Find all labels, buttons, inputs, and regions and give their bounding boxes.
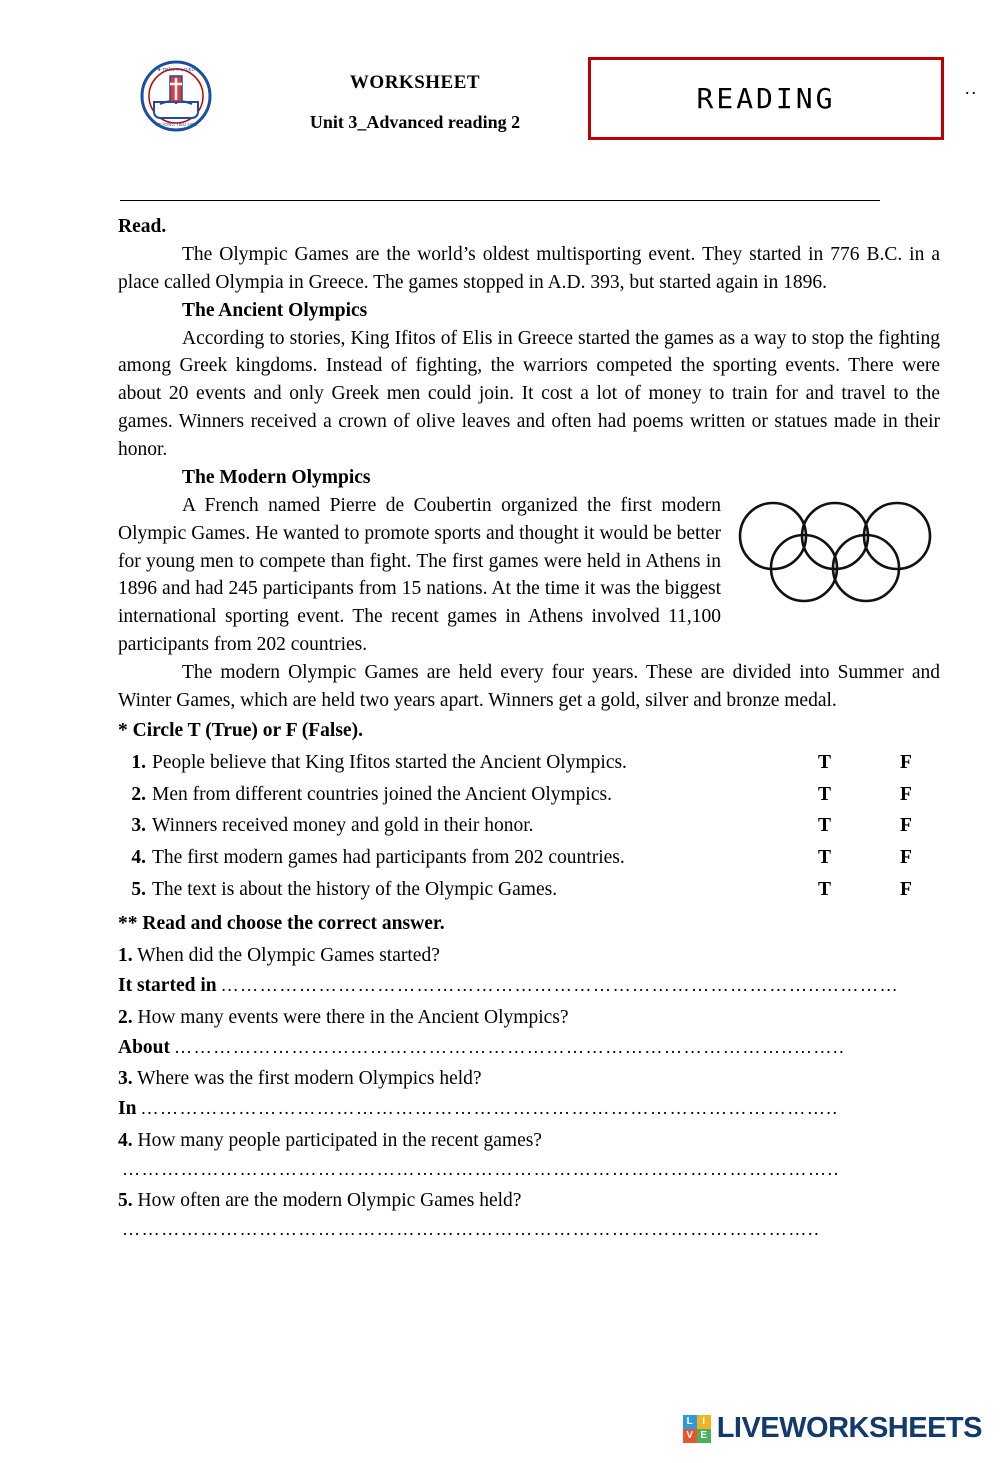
tf-item-4	[118, 844, 940, 872]
read-label: Read.	[118, 216, 167, 237]
true-false-heading: * Circle T (True) or F (False).	[118, 719, 363, 741]
tf-number: 5.	[131, 879, 146, 901]
question-number: 5.	[118, 1189, 133, 1211]
answer-lead: About	[118, 1036, 171, 1058]
worksheet-page	[0, 50, 1000, 1463]
worksheet-body	[118, 213, 940, 1242]
answer-blank[interactable]: ………………………………………………………………………………………………..	[122, 1159, 840, 1179]
question-number: 1.	[118, 944, 133, 966]
header-right-dots: ..	[965, 78, 978, 98]
tf-true-option[interactable]: T	[818, 783, 832, 805]
questions-heading: ** Read and choose the correct answer.	[118, 913, 445, 934]
tf-false-option[interactable]: F	[900, 751, 912, 773]
answer-line-4[interactable]	[118, 1157, 940, 1183]
section-title-box	[588, 57, 944, 140]
answer-line-5[interactable]	[118, 1217, 940, 1243]
question-text: Where was the first modern Olympics held?	[137, 1068, 482, 1090]
worksheet-unit-label: Unit 3_Advanced reading 2	[309, 112, 521, 132]
svg-text:TRƯỜNG TIỂU HỌC: TRƯỜNG TIỂU HỌC	[154, 122, 198, 127]
brand-letter-e: E	[697, 1429, 711, 1443]
tf-number: 4.	[131, 847, 146, 869]
closing-paragraph: The modern Olympic Games are held every four years. These are divided into Summer and Winter Games, which are held two years apart. Winners get a gold, silver and bronze medal.	[118, 662, 940, 711]
tf-number: 1.	[131, 751, 146, 773]
reading-intro-paragraph: The Olympic Games are the world’s oldest multisporting event. They started in 776 B.C. in a place called Olympia in Greece. The games stopped in A.D. 393, but started again in 1896.	[118, 243, 940, 293]
answer-line-3[interactable]	[118, 1095, 940, 1123]
liveworksheets-logo-icon	[683, 1415, 711, 1443]
tf-true-option[interactable]: T	[818, 815, 832, 837]
tf-false-option[interactable]: F	[900, 847, 912, 869]
question-number: 2.	[118, 1006, 133, 1028]
tf-statement: People believe that King Ifitos started the Ancient Olympics.	[152, 751, 627, 773]
question-2	[118, 1004, 940, 1032]
question-text: How often are the modern Olympic Games held?	[137, 1189, 522, 1211]
modern-olympics-block	[118, 492, 940, 659]
question-4	[118, 1127, 940, 1155]
tf-statement: Winners received money and gold in their honor.	[152, 815, 534, 837]
tf-statement: The first modern games had participants from 202 countries.	[152, 847, 625, 869]
modern-olympics-paragraph: A French named Pierre de Coubertin organized the first modern Olympic Games. He wanted to promote sports and thought it would be better for young men to compete than fight. The first games were held in Athens in 1896 and had 245 participants from 15 nations. At the time it was the biggest international sporting event. The recent games in Athens involved 11,100 participants from 202 countries.	[118, 494, 721, 656]
question-text: How many people participated in the recent games?	[137, 1130, 542, 1152]
svg-text:★ TRẦN THỊ DIỆU: ★ TRẦN THỊ DIỆU	[157, 67, 195, 72]
tf-item-2	[118, 781, 940, 809]
brand-letter-v: V	[683, 1429, 697, 1443]
answer-blank[interactable]: ……………………………………………………………………………………………..	[140, 1098, 839, 1119]
tf-false-option[interactable]: F	[900, 879, 912, 901]
liveworksheets-brand[interactable]	[683, 1412, 982, 1445]
section-title: READING	[696, 82, 836, 115]
tf-false-option[interactable]: F	[900, 815, 912, 837]
question-text: How many events were there in the Ancient Olympics?	[137, 1006, 569, 1028]
ancient-olympics-heading: The Ancient Olympics	[182, 299, 368, 321]
header-divider	[120, 200, 880, 201]
tf-item-5	[118, 876, 940, 904]
tf-number: 3.	[131, 815, 146, 837]
tf-statement: Men from different countries joined the Ancient Olympics.	[152, 783, 612, 805]
tf-number: 2.	[131, 783, 146, 805]
ancient-olympics-paragraph: According to stories, King Ifitos of Elis in Greece started the games as a way to stop the fighting among Greek kingdoms. Instead of fighting, the warriors competed the sporting events. There were about 20 events and only Greek men could join. It cost a lot of money to train for and travel to the games. Winners received a crown of olive leaves and often had poems written or statues made in their honor.	[118, 327, 940, 460]
answer-line-2[interactable]	[118, 1034, 940, 1062]
answer-lead: In	[118, 1098, 137, 1120]
worksheet-title: WORKSHEET	[349, 72, 481, 93]
tf-statement: The text is about the history of the Olympic Games.	[152, 879, 558, 901]
brand-name: LIVEWORKSHEETS	[716, 1412, 982, 1444]
olympic-rings-icon	[735, 496, 940, 608]
page-header	[60, 50, 978, 150]
tf-item-3	[118, 812, 940, 840]
answer-lead: It started in	[118, 974, 217, 996]
answer-line-1[interactable]	[118, 972, 940, 1000]
tf-true-option[interactable]: T	[818, 751, 832, 773]
question-number: 4.	[118, 1130, 133, 1152]
answer-blank[interactable]: …………………………………………………………………………………..……..	[174, 1036, 846, 1057]
answer-blank[interactable]: ………………………………………………………………………………..…………	[220, 974, 900, 995]
tf-true-option[interactable]: T	[818, 879, 832, 901]
question-number: 3.	[118, 1068, 133, 1090]
school-logo-icon	[140, 60, 212, 132]
brand-letter-i: I	[697, 1415, 711, 1429]
question-text: When did the Olympic Games started?	[137, 944, 440, 966]
tf-item-1	[118, 749, 940, 777]
question-5	[118, 1187, 940, 1215]
tf-true-option[interactable]: T	[818, 847, 832, 869]
answer-blank[interactable]: ……………………………………………………………………………………………..	[122, 1218, 821, 1239]
tf-false-option[interactable]: F	[900, 783, 912, 805]
brand-letter-l: L	[683, 1415, 697, 1429]
question-3	[118, 1065, 940, 1093]
question-1	[118, 942, 940, 970]
modern-olympics-heading: The Modern Olympics	[182, 466, 371, 488]
